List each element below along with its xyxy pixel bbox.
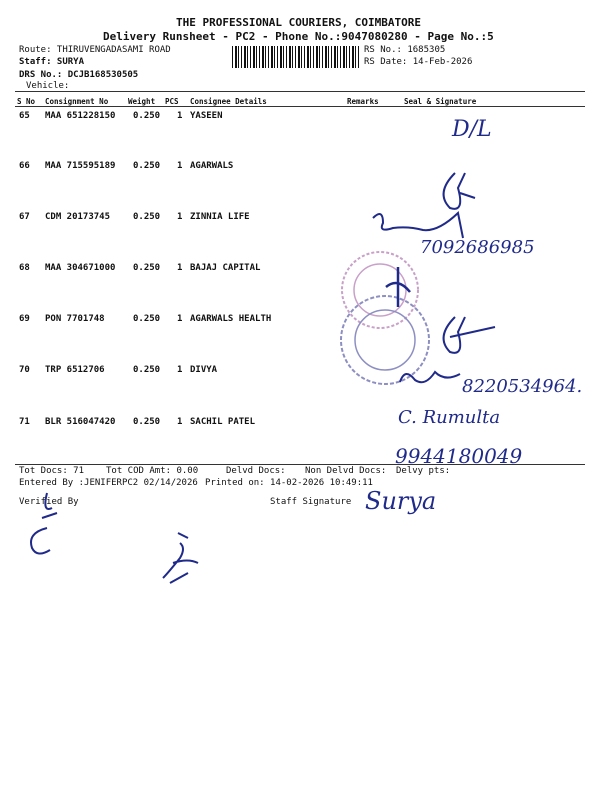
col-remarks: Remarks bbox=[347, 97, 379, 106]
handwritten-phone-3: 9944180049 bbox=[395, 444, 523, 468]
row-sno: 69 bbox=[19, 314, 30, 324]
row-pcs: 1 bbox=[177, 417, 183, 427]
row-consignee: SACHIL PATEL bbox=[190, 417, 256, 427]
entered-by: Entered By :JENIFERPC2 02/14/2026 bbox=[19, 478, 198, 488]
printed-on: Printed on: 14-02-2026 10:49:11 bbox=[205, 478, 373, 488]
table-row bbox=[0, 417, 600, 429]
row-sno: 66 bbox=[19, 161, 30, 171]
signature-agarwals-health bbox=[430, 312, 500, 362]
row-consignee: YASEEN bbox=[190, 111, 223, 121]
verified-signature bbox=[22, 488, 62, 558]
entry-signature bbox=[158, 528, 208, 588]
route-label: Route: THIRUVENGADASAMI ROAD bbox=[19, 45, 171, 55]
row-pcs: 1 bbox=[177, 161, 183, 171]
rs-number: RS No.: 1685305 bbox=[364, 45, 446, 55]
vehicle-label: Vehicle: bbox=[26, 81, 70, 91]
table-row bbox=[0, 161, 600, 173]
row-consignee: AGARWALS bbox=[190, 161, 234, 171]
handwritten-dl: D/L bbox=[452, 117, 492, 142]
staff-signature-label: Staff Signature bbox=[270, 497, 352, 507]
row-weight: 0.250 bbox=[133, 111, 161, 121]
row-consignment: MAA 651228150 bbox=[45, 111, 116, 121]
row-pcs: 1 bbox=[177, 365, 183, 375]
row-consignment: MAA 715595189 bbox=[45, 161, 116, 171]
row-pcs: 1 bbox=[177, 111, 183, 121]
handwritten-recipient-name: C. Rumulta bbox=[398, 407, 501, 428]
non-delvd-docs: Non Delvd Docs: bbox=[305, 466, 387, 476]
tot-docs: Tot Docs: 71 bbox=[19, 466, 85, 476]
row-sno: 71 bbox=[19, 417, 30, 427]
col-consignment: Consignment No bbox=[45, 97, 109, 106]
row-pcs: 1 bbox=[177, 263, 183, 273]
row-consignee: DIVYA bbox=[190, 365, 218, 375]
header-bottom-rule bbox=[15, 106, 585, 107]
col-sno: S No bbox=[17, 97, 36, 106]
barcode bbox=[232, 46, 360, 68]
row-consignee: BAJAJ CAPITAL bbox=[190, 263, 261, 273]
delvd-docs: Delvd Docs: bbox=[226, 466, 286, 476]
tot-cod: Tot COD Amt: 0.00 bbox=[106, 466, 199, 476]
row-consignment: PON 7701748 bbox=[45, 314, 105, 324]
handwritten-phone-1: 7092686985 bbox=[420, 237, 535, 258]
drs-number: DRS No.: DCJB168530505 bbox=[19, 70, 139, 80]
row-weight: 0.250 bbox=[133, 161, 161, 171]
row-weight: 0.250 bbox=[133, 417, 161, 427]
company-title: THE PROFESSIONAL COURIERS, COIMBATORE bbox=[176, 16, 422, 29]
delvy-pts: Delvy pts: bbox=[396, 466, 451, 476]
table-row bbox=[0, 111, 600, 123]
signature-divya bbox=[395, 362, 465, 392]
row-weight: 0.250 bbox=[133, 314, 161, 324]
runsheet-subtitle: Delivery Runsheet - PC2 - Phone No.:9047080280 - Page No.:5 bbox=[103, 30, 494, 43]
col-seal: Seal & Signature bbox=[404, 97, 477, 106]
row-consignee: ZINNIA LIFE bbox=[190, 212, 250, 222]
rs-date: RS Date: 14-Feb-2026 bbox=[364, 57, 473, 67]
row-weight: 0.250 bbox=[133, 263, 161, 273]
row-sno: 70 bbox=[19, 365, 30, 375]
row-consignment: TRP 6512706 bbox=[45, 365, 105, 375]
header-top-rule bbox=[15, 91, 585, 92]
row-sno: 65 bbox=[19, 111, 30, 121]
col-pcs: PCS bbox=[165, 97, 179, 106]
handwritten-phone-2: 8220534964. bbox=[462, 376, 583, 397]
row-weight: 0.250 bbox=[133, 365, 161, 375]
row-pcs: 1 bbox=[177, 212, 183, 222]
table-row bbox=[0, 314, 600, 326]
table-row bbox=[0, 212, 600, 224]
table-row bbox=[0, 263, 600, 275]
staff-signature-surya: Surya bbox=[365, 487, 437, 515]
row-consignee: AGARWALS HEALTH bbox=[190, 314, 272, 324]
row-weight: 0.250 bbox=[133, 212, 161, 222]
col-consignee: Consignee Details bbox=[190, 97, 267, 106]
verified-by: Verified By bbox=[19, 497, 79, 507]
col-weight: Weight bbox=[128, 97, 156, 106]
row-consignment: CDM 20173745 bbox=[45, 212, 111, 222]
row-sno: 68 bbox=[19, 263, 30, 273]
row-pcs: 1 bbox=[177, 314, 183, 324]
signature-bajaj bbox=[378, 262, 418, 312]
row-consignment: BLR 516047420 bbox=[45, 417, 116, 427]
row-sno: 67 bbox=[19, 212, 30, 222]
row-consignment: MAA 304671000 bbox=[45, 263, 116, 273]
staff-label: Staff: SURYA bbox=[19, 57, 85, 67]
